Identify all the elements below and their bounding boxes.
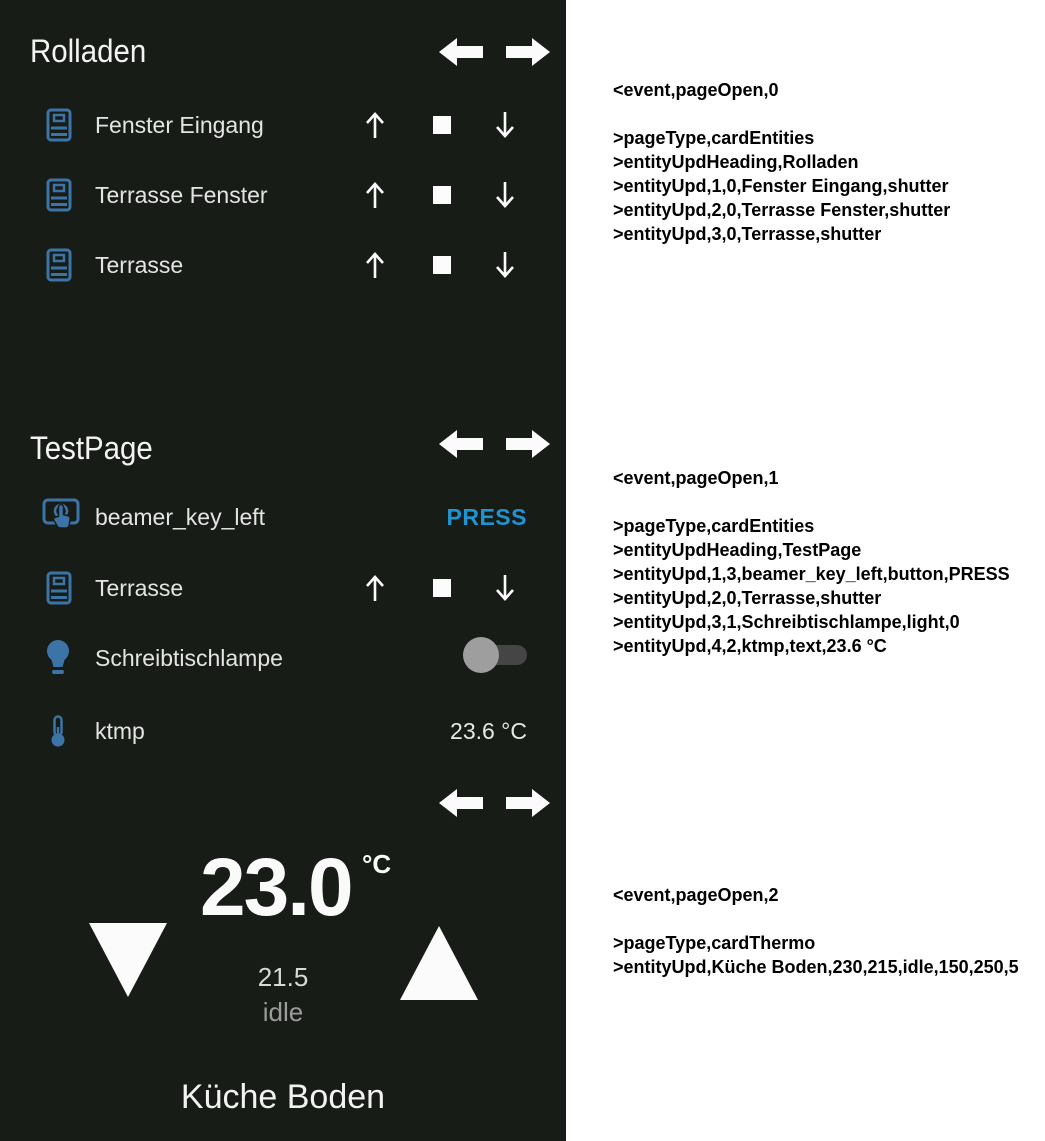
arrow-left-icon	[439, 787, 483, 819]
entity-row	[0, 495, 566, 539]
log-line: >entityUpd,3,0,Terrasse,shutter	[613, 224, 882, 244]
lightbulb-icon	[46, 639, 70, 679]
arrow-up-icon	[363, 573, 387, 603]
entity-label: Terrasse Fenster	[95, 182, 268, 208]
entity-label: Terrasse	[95, 252, 184, 278]
arrow-left-icon	[439, 428, 483, 460]
log-line: >entityUpdHeading,TestPage	[613, 540, 862, 560]
shutter-stop-button[interactable]	[427, 103, 457, 147]
arrow-right-icon	[506, 787, 550, 819]
stop-square-icon	[433, 256, 451, 274]
window-shutter-icon	[46, 178, 72, 212]
protocol-log-block	[613, 78, 950, 246]
arrow-left-icon	[439, 36, 483, 68]
arrow-up-icon	[363, 250, 387, 280]
log-line: <event,pageOpen,2	[613, 885, 779, 905]
log-line: >entityUpd,2,0,Terrasse,shutter	[613, 588, 882, 608]
shutter-up-button[interactable]	[360, 566, 390, 610]
nav-prev-button[interactable]	[439, 36, 483, 68]
entity-label: Fenster Eingang	[95, 112, 264, 138]
log-line: >entityUpd,2,0,Terrasse Fenster,shutter	[613, 200, 951, 220]
stop-square-icon	[433, 186, 451, 204]
shutter-stop-button[interactable]	[427, 566, 457, 610]
log-line: >entityUpd,4,2,ktmp,text,23.6 °C	[613, 636, 887, 656]
light-toggle[interactable]	[463, 637, 529, 673]
log-line: <event,pageOpen,0	[613, 80, 779, 100]
entity-row	[0, 566, 566, 610]
entity-label: Schreibtischlampe	[95, 645, 283, 671]
entity-row	[0, 636, 566, 680]
shutter-down-button[interactable]	[490, 103, 520, 147]
thermostat-title: Küche Boden	[180, 1078, 386, 1116]
nav-next-button[interactable]	[506, 428, 550, 460]
entity-row	[0, 243, 566, 287]
log-line: >entityUpd,1,0,Fenster Eingang,shutter	[613, 176, 949, 196]
arrow-right-icon	[506, 428, 550, 460]
log-line: >pageType,cardEntities	[613, 516, 815, 536]
entity-label: Terrasse	[95, 575, 184, 601]
shutter-down-button[interactable]	[490, 566, 520, 610]
card-thermo	[0, 770, 566, 1141]
log-line: <event,pageOpen,1	[613, 468, 779, 488]
log-line: >entityUpd,1,3,beamer_key_left,button,PRESS	[613, 564, 1010, 584]
arrow-down-icon	[493, 573, 517, 603]
entity-label: ktmp	[95, 718, 145, 744]
log-line: >entityUpd,Küche Boden,230,215,idle,150,250,5	[613, 957, 1019, 977]
log-line: >entityUpdHeading,Rolladen	[613, 152, 859, 172]
arrow-down-icon	[493, 250, 517, 280]
shutter-down-button[interactable]	[490, 173, 520, 217]
shutter-up-button[interactable]	[360, 103, 390, 147]
log-line: >pageType,cardThermo	[613, 933, 816, 953]
hvac-state: idle	[262, 997, 304, 1027]
temperature-unit: °C	[362, 849, 392, 879]
entity-row	[0, 103, 566, 147]
arrow-up-icon	[363, 180, 387, 210]
window-shutter-icon	[46, 571, 72, 605]
toggle-knob	[463, 637, 499, 673]
arrow-down-icon	[493, 110, 517, 140]
shutter-down-button[interactable]	[490, 243, 520, 287]
shutter-up-button[interactable]	[360, 243, 390, 287]
nav-prev-button[interactable]	[439, 787, 483, 819]
card-entities-rolladen	[0, 0, 566, 400]
press-button[interactable]: PRESS	[446, 504, 527, 530]
stop-square-icon	[433, 116, 451, 134]
thermometer-icon	[50, 715, 66, 747]
log-line: >pageType,cardEntities	[613, 128, 815, 148]
shutter-up-button[interactable]	[360, 173, 390, 217]
current-temperature: 23.0	[200, 842, 352, 933]
stop-square-icon	[433, 579, 451, 597]
window-shutter-icon	[46, 248, 72, 282]
page-title: TestPage	[30, 430, 153, 466]
entity-value: 23.6 °C	[450, 718, 527, 744]
log-line: >entityUpd,3,1,Schreibtischlampe,light,0	[613, 612, 960, 632]
target-temperature: 21.5	[257, 962, 309, 992]
nav-prev-button[interactable]	[439, 428, 483, 460]
arrow-right-icon	[506, 36, 550, 68]
arrow-up-icon	[363, 110, 387, 140]
arrow-down-icon	[493, 180, 517, 210]
protocol-log-block	[613, 466, 1010, 658]
nav-next-button[interactable]	[506, 36, 550, 68]
window-shutter-icon	[46, 108, 72, 142]
page-title: Rolladen	[30, 33, 147, 69]
entity-row	[0, 173, 566, 217]
shutter-stop-button[interactable]	[427, 243, 457, 287]
shutter-stop-button[interactable]	[427, 173, 457, 217]
entity-row	[0, 709, 566, 753]
entity-label: beamer_key_left	[95, 504, 266, 530]
card-entities-testpage	[0, 410, 566, 770]
gesture-tap-button-icon	[42, 498, 80, 536]
nav-next-button[interactable]	[506, 787, 550, 819]
protocol-log-block	[613, 883, 1019, 979]
